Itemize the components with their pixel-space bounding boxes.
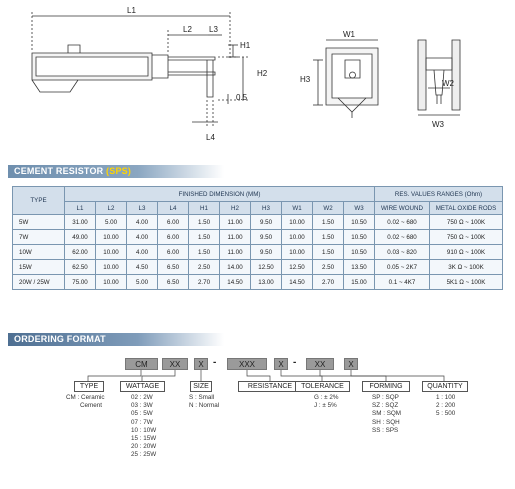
wattage-option: 07 : 7W <box>131 418 153 426</box>
dimension-cell: 6.00 <box>158 215 189 230</box>
type-cell: 5W <box>13 215 65 230</box>
dim-column-header: W3 <box>344 202 375 215</box>
dimension-cell: 75.00 <box>65 275 96 290</box>
dimension-cell: 10.00 <box>282 245 313 260</box>
dimension-cell: 10.00 <box>96 245 127 260</box>
dimension-cell: 12.50 <box>251 260 282 275</box>
wire-wound-cell: 0.03 ~ 820 <box>375 245 430 260</box>
dim-label-h3: H3 <box>300 75 311 84</box>
dimension-cell: 62.00 <box>65 245 96 260</box>
dim-label-h2: H2 <box>257 69 268 78</box>
dim-column-header: H1 <box>189 202 220 215</box>
dim-label-0-5: 0.5 <box>236 93 248 102</box>
dimension-cell: 9.50 <box>251 245 282 260</box>
metal-oxide-cell: 750 Ω ~ 100K <box>430 215 503 230</box>
dimension-cell: 6.50 <box>158 275 189 290</box>
dimension-cell: 10.00 <box>96 230 127 245</box>
dim-column-header: W2 <box>313 202 344 215</box>
dimension-cell: 2.70 <box>313 275 344 290</box>
quantity-option: 2 : 200 <box>436 402 456 410</box>
label-type: TYPE <box>74 381 104 392</box>
cement-resistor-title: CEMENT RESISTOR <box>14 166 107 176</box>
code-box-forming: XX <box>306 358 334 370</box>
metal-oxide-cell: 3K Ω ~ 100K <box>430 260 503 275</box>
wattage-option: 03 : 3W <box>131 402 153 410</box>
dimension-cell: 5.00 <box>96 215 127 230</box>
dim-label-h1: H1 <box>240 41 251 50</box>
forming-option: SZ : SQZ <box>372 402 399 410</box>
dimension-cell: 5.00 <box>127 275 158 290</box>
dim-column-header: L3 <box>127 202 158 215</box>
dimension-cell: 2.70 <box>189 275 220 290</box>
size-options <box>189 394 219 410</box>
dimension-cell: 6.00 <box>158 245 189 260</box>
dimension-cell: 62.50 <box>65 260 96 275</box>
dimension-cell: 13.50 <box>344 260 375 275</box>
dimension-cell: 2.50 <box>189 260 220 275</box>
res-values-header: RES. VALUES RANGES (Ohm) <box>375 187 503 202</box>
dimension-cell: 4.50 <box>127 260 158 275</box>
dim-label-w2: W2 <box>442 79 454 88</box>
dim-column-header: H3 <box>251 202 282 215</box>
type-cell: 20W / 25W <box>13 275 65 290</box>
dimension-cell: 2.50 <box>313 260 344 275</box>
dim-column-header: H2 <box>220 202 251 215</box>
tolerance-option: J : ± 5% <box>314 402 337 410</box>
dim-column-header: L4 <box>158 202 189 215</box>
label-quantity: QUANTITY <box>422 381 468 392</box>
label-wattage: WATTAGE <box>120 381 165 392</box>
quantity-options <box>436 394 455 419</box>
forming-option: SM : SQM <box>372 410 402 418</box>
label-forming: FORMING <box>362 381 410 392</box>
dimension-cell: 6.00 <box>158 230 189 245</box>
dimension-cell: 14.50 <box>282 275 313 290</box>
wire-wound-cell: 0.05 ~ 2K7 <box>375 260 430 275</box>
metal-oxide-cell: 5K1 Ω ~ 100K <box>430 275 503 290</box>
dimension-cell: 12.50 <box>282 260 313 275</box>
code-box-size: X <box>194 358 208 370</box>
forming-options <box>372 394 401 435</box>
type-cell: 7W <box>13 230 65 245</box>
tolerance-option: G : ± 2% <box>314 394 339 401</box>
tolerance-options <box>314 394 338 410</box>
dimension-cell: 10.00 <box>96 275 127 290</box>
wattage-options <box>131 394 156 460</box>
dim-label-w3: W3 <box>432 120 444 129</box>
wattage-option: 20 : 20W <box>131 443 157 451</box>
label-size: SIZE <box>190 381 212 392</box>
forming-option: SH : SQH <box>372 418 400 426</box>
metal-oxide-cell: 910 Ω ~ 100K <box>430 245 503 260</box>
dimension-cell: 15.00 <box>344 275 375 290</box>
quantity-option: 5 : 500 <box>436 410 456 418</box>
dimension-cell: 1.50 <box>189 245 220 260</box>
dimension-cell: 9.50 <box>251 215 282 230</box>
size-option: N : Normal <box>189 402 220 410</box>
dimension-cell: 11.00 <box>220 245 251 260</box>
type-cell: 15W <box>13 260 65 275</box>
dimension-cell: 10.50 <box>344 215 375 230</box>
label-resistance: RESISTANCE <box>238 381 302 392</box>
dim-column-header: L2 <box>96 202 127 215</box>
code-box-wattage: XX <box>162 358 188 370</box>
code-box-tolerance: X <box>274 358 288 370</box>
label-tolerance: TOLERANCE <box>295 381 350 392</box>
dimension-cell: 4.00 <box>127 230 158 245</box>
code-dash: - <box>213 357 217 368</box>
code-box-type: CM <box>125 358 158 370</box>
dimension-cell: 14.50 <box>220 275 251 290</box>
cement-resistor-code: (SPS) <box>106 166 132 176</box>
dim-label-l3: L3 <box>209 25 218 34</box>
dim-label-l1: L1 <box>127 6 136 15</box>
dimension-cell: 4.00 <box>127 245 158 260</box>
dim-column-header: W1 <box>282 202 313 215</box>
type-options <box>66 394 104 410</box>
ordering-format-title: ORDERING FORMAT <box>14 334 106 344</box>
forming-option: SS : SPS <box>372 426 399 434</box>
wattage-option: 10 : 10W <box>131 426 157 434</box>
dimension-cell: 10.50 <box>344 245 375 260</box>
wattage-option: 02 : 2W <box>131 394 153 401</box>
quantity-option: 1 : 100 <box>436 394 456 401</box>
wire-wound-cell: 0.1 ~ 4K7 <box>375 275 430 290</box>
res-column-header: METAL OXIDE RODS <box>430 202 503 215</box>
dimension-cell: 6.50 <box>158 260 189 275</box>
dimension-cell: 14.00 <box>220 260 251 275</box>
res-column-header: WIRE WOUND <box>375 202 430 215</box>
dimension-cell: 11.00 <box>220 230 251 245</box>
type-option: Cement <box>80 402 103 410</box>
wire-wound-cell: 0.02 ~ 680 <box>375 215 430 230</box>
code-dash: - <box>293 357 297 368</box>
dimension-cell: 1.50 <box>189 230 220 245</box>
type-option: CM : Ceramic <box>66 394 105 401</box>
dim-label-w1: W1 <box>343 30 355 39</box>
type-cell: 10W <box>13 245 65 260</box>
code-box-resistance: XXX <box>227 358 267 370</box>
dim-label-l4: L4 <box>206 133 215 142</box>
dim-column-header: L1 <box>65 202 96 215</box>
dimension-cell: 1.50 <box>313 245 344 260</box>
metal-oxide-cell: 750 Ω ~ 100K <box>430 230 503 245</box>
type-header: TYPE <box>13 187 65 215</box>
dimension-cell: 11.00 <box>220 215 251 230</box>
dimension-cell: 1.50 <box>189 215 220 230</box>
wattage-option: 05 : 5W <box>131 410 153 418</box>
dimension-cell: 10.50 <box>344 230 375 245</box>
dimension-cell: 4.00 <box>127 215 158 230</box>
wattage-option: 25 : 25W <box>131 451 157 459</box>
size-option: S : Small <box>189 394 215 401</box>
dimension-cell: 10.00 <box>96 260 127 275</box>
dimension-header: FINISHED DIMENSION (MM) <box>65 187 375 202</box>
forming-option: SP : SQP <box>372 394 399 401</box>
dimension-cell: 49.00 <box>65 230 96 245</box>
dimension-cell: 13.00 <box>251 275 282 290</box>
wire-wound-cell: 0.02 ~ 680 <box>375 230 430 245</box>
dimension-cell: 10.00 <box>282 215 313 230</box>
dimension-cell: 1.50 <box>313 215 344 230</box>
code-box-quantity: X <box>344 358 358 370</box>
wattage-option: 15 : 15W <box>131 435 157 443</box>
dimension-cell: 1.50 <box>313 230 344 245</box>
dim-label-l2: L2 <box>183 25 192 34</box>
dimension-cell: 31.00 <box>65 215 96 230</box>
dimension-cell: 9.50 <box>251 230 282 245</box>
dimension-cell: 10.00 <box>282 230 313 245</box>
